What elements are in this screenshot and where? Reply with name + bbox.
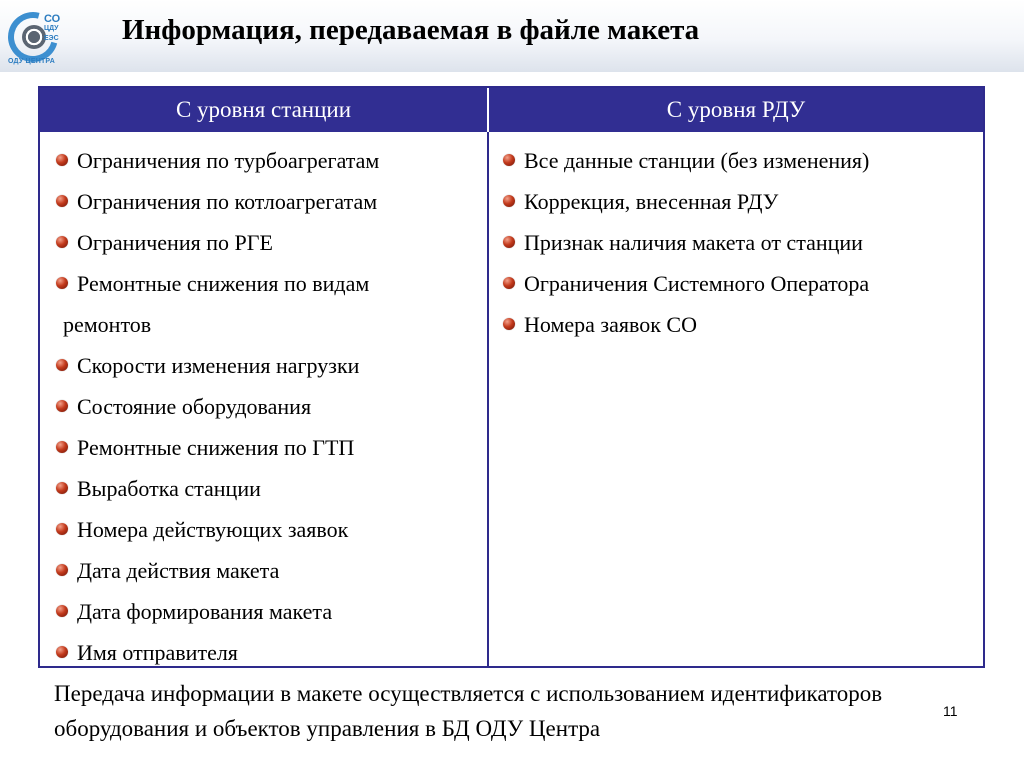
footer-note: Передача информации в макете осуществляется с использованием идентификаторов оборудования и объектов управления в БД ОДУ Центра	[54, 681, 883, 741]
list-item-text: Коррекция, внесенная РДУ	[524, 189, 779, 214]
bullet-icon	[56, 646, 68, 658]
slide-header	[0, 0, 1024, 72]
list-item	[503, 263, 983, 304]
list-item	[56, 550, 487, 591]
list-item-text: Признак наличия макета от станции	[524, 230, 863, 255]
list-item	[56, 509, 487, 550]
list-item-line: Ремонтные снижения по видам	[77, 271, 370, 296]
list-item	[56, 632, 487, 673]
bullet-icon	[56, 441, 68, 453]
bullet-icon	[56, 195, 68, 207]
logo-line-1: СО	[44, 13, 61, 25]
list-item-text: Ремонтные снижения по ГТП	[77, 435, 355, 460]
page-title: Информация, передаваемая в файле макета	[122, 14, 700, 46]
list-item	[56, 222, 487, 263]
bullet-icon	[56, 564, 68, 576]
list-item-continuation: ремонтов	[63, 312, 152, 337]
list-item-text: Ограничения по турбоагрегатам	[77, 148, 380, 173]
list-item-text: Все данные станции (без изменения)	[524, 148, 870, 173]
logo-caption: ОДУ ЦЕНТРА	[8, 58, 55, 65]
list-item	[56, 591, 487, 632]
list-item	[503, 222, 983, 263]
list-item-text: Ограничения Системного Оператора	[524, 271, 870, 296]
bullet-icon	[56, 154, 68, 166]
table-body	[40, 132, 983, 666]
list-item-text: Дата действия макета	[77, 558, 280, 583]
bullet-icon	[56, 236, 68, 248]
bullet-icon	[503, 277, 515, 289]
list-item	[56, 386, 487, 427]
logo-line-3: ЕЭС	[44, 35, 59, 42]
list-item	[56, 140, 487, 181]
list-item	[56, 181, 487, 222]
bullet-icon	[503, 318, 515, 330]
list-item	[56, 345, 487, 386]
station-column	[40, 132, 489, 666]
company-logo	[4, 6, 84, 68]
list-item-text: Номера заявок СО	[524, 312, 697, 337]
bullet-icon	[503, 154, 515, 166]
list-item-text: Дата формирования макета	[77, 599, 333, 624]
bullet-icon	[56, 277, 68, 289]
list-item-text: Состояние оборудования	[77, 394, 312, 419]
list-item	[503, 181, 983, 222]
logo-line-2: ЦДУ	[44, 25, 59, 32]
bullet-icon	[56, 482, 68, 494]
list-item	[56, 427, 487, 468]
header-station: С уровня станции	[40, 88, 489, 132]
list-item	[503, 304, 983, 345]
bullet-icon	[56, 523, 68, 535]
logo-sun-icon	[22, 25, 46, 49]
logo-text	[44, 14, 84, 44]
bullet-icon	[56, 400, 68, 412]
list-item	[503, 140, 983, 181]
header-rdu: С уровня РДУ	[666, 97, 806, 122]
list-item-text: Ограничения по котлоагрегатам	[77, 189, 378, 214]
bullet-icon	[56, 605, 68, 617]
list-item	[56, 468, 487, 509]
page-number: 11	[943, 703, 958, 719]
list-item-text: Выработка станции	[77, 476, 261, 501]
bullet-icon	[503, 236, 515, 248]
rdu-column	[489, 132, 983, 666]
list-item-text	[63, 263, 370, 345]
table-header	[40, 88, 983, 132]
list-item	[56, 263, 487, 345]
info-table	[38, 86, 985, 668]
list-item-text: Ограничения по РГЕ	[77, 230, 273, 255]
list-item-text: Номера действующих заявок	[77, 517, 349, 542]
list-item-text: Скорости изменения нагрузки	[77, 353, 360, 378]
list-item-text: Имя отправителя	[77, 640, 238, 665]
bullet-icon	[503, 195, 515, 207]
bullet-icon	[56, 359, 68, 371]
